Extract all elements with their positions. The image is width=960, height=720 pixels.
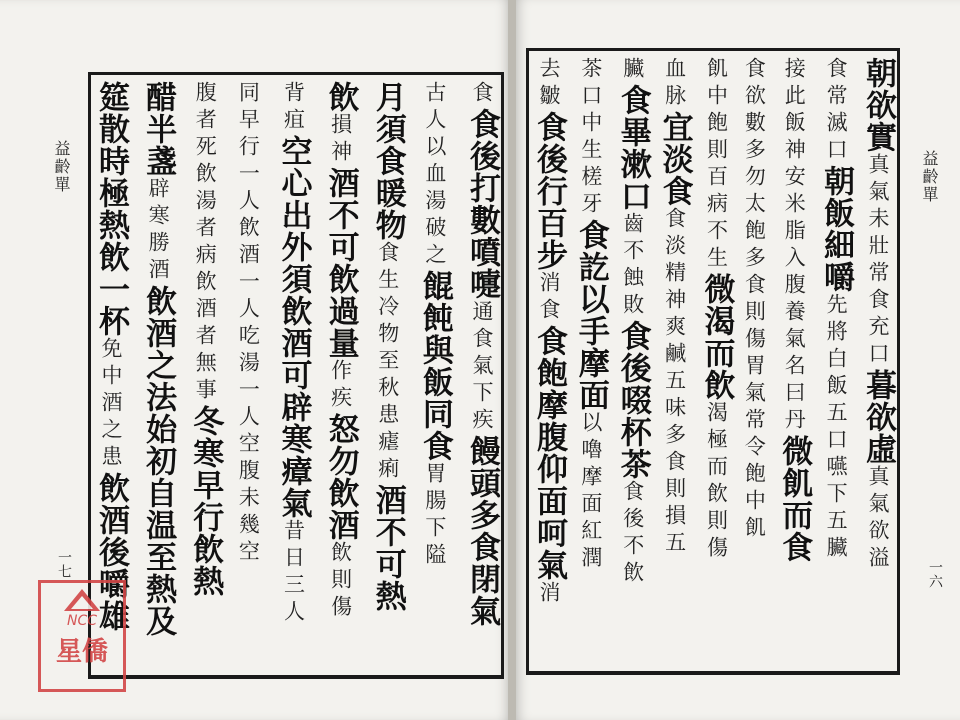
right-page-text-run: 朝飯細嚼	[818, 165, 855, 293]
right-page-text-run: 渴極而飲則傷	[704, 401, 729, 563]
right-page-text-run: 消食	[537, 271, 561, 325]
right-page-column	[531, 57, 567, 665]
right-text-columns	[531, 57, 896, 665]
right-page-text-run: 食常滅口	[824, 57, 849, 165]
left-page-text-run: 怒勿飲酒	[322, 413, 359, 541]
left-page-text-run: 醋半盞	[140, 81, 177, 177]
right-page-text-run: 食訖以手摩面	[572, 219, 609, 411]
right-page-column	[656, 57, 693, 665]
left-page-text-run: 空心出外須飲酒可辟寒瘴氣	[275, 135, 312, 519]
left-page-text-run: 冬寒早行飲熱	[187, 405, 224, 597]
right-text-frame	[526, 48, 900, 675]
left-page-text-run: 飲酒之法始初自温至熱及	[140, 285, 177, 637]
library-stamp	[38, 580, 126, 692]
running-title-left: 益齡單	[52, 140, 71, 194]
left-page-text-run: 酒不可熱	[369, 484, 406, 612]
right-page-text-run: 食飽摩腹仰面呵氣	[531, 325, 567, 581]
right-page-text-run: 真氣欲溢	[866, 465, 890, 573]
left-page-text-run: 食生冷物至秋患瘧痢	[375, 241, 400, 484]
folio-right: 一六	[927, 560, 943, 588]
left-page-text-run: 古人以血湯破之	[422, 81, 447, 270]
running-title-right: 益齡單	[920, 150, 939, 204]
left-page-text-run: 通食氣下疾	[470, 300, 494, 435]
left-page-text-run: 昔日三人	[281, 519, 306, 627]
stamp-roof-icon	[64, 589, 100, 611]
stamp-code: NCC	[66, 613, 98, 629]
left-page-column	[464, 81, 500, 669]
right-page-text-run: 飢中飽則百病不生	[704, 57, 729, 273]
left-page-column	[275, 81, 312, 669]
right-page-text-run: 臟	[620, 57, 645, 84]
left-page-text-run: 辟寒勝酒	[146, 177, 171, 285]
left-page-text-run: 背疽	[281, 81, 306, 135]
right-page-text-run: 暮欲虛	[860, 369, 896, 465]
left-page-text-run: 饅頭多食閉氣	[464, 435, 500, 627]
right-page-column	[572, 57, 609, 665]
right-page-text-run: 以嚕摩面紅潤	[578, 411, 603, 573]
left-page-text-run: 酒不可飲過量	[322, 167, 359, 359]
left-page-text-run: 月須食暖物	[369, 81, 406, 241]
book-gutter	[508, 0, 516, 720]
right-page-text-run: 茶口中生槎牙	[578, 57, 603, 219]
left-page-text-run: 食	[470, 81, 494, 108]
right-page-text-run: 宜淡食	[656, 111, 693, 207]
right-page-text-run: 食畢漱口	[614, 84, 651, 212]
left-page-column	[140, 81, 177, 669]
right-page-text-run: 食後行百步	[531, 111, 567, 271]
left-page-column	[187, 81, 224, 669]
left-page-text-run: 作疾	[328, 359, 353, 413]
left-page-text-run: 飲則傷	[328, 541, 353, 622]
right-page-text-run: 微渴而飲	[698, 273, 735, 401]
left-page-text-run: 同早行一人飲酒一人吃湯一人空腹未幾空	[236, 81, 261, 567]
right-page-column	[742, 57, 767, 665]
right-page-text-run: 先將白飯五口嚥下五臟	[824, 293, 849, 563]
right-page-text-run: 真氣未壯常食充口	[866, 153, 890, 369]
right-page-text-run: 微飢而食	[776, 435, 813, 563]
left-page-text-run: 食後打數噴嚏	[464, 108, 500, 300]
left-page-text-run: 筵散時極熱飲一杯	[93, 81, 129, 337]
right-page-column	[818, 57, 855, 665]
left-page-text-run: 餛飩與飯同食	[416, 270, 453, 462]
left-page-column	[322, 81, 359, 669]
folio-left: 一七	[56, 550, 72, 578]
left-page-text-run: 胃腸下隘	[422, 462, 447, 570]
right-page-text-run: 血脉	[662, 57, 687, 111]
right-page-column	[698, 57, 735, 665]
left-page-text-run: 腹者死飲湯者病飲酒者無事	[193, 81, 218, 405]
left-page-text-run: 免中酒之患	[99, 337, 123, 472]
right-page-text-run: 齒不蝕敗	[620, 212, 645, 320]
right-page-column	[860, 57, 896, 665]
left-page-column	[236, 81, 261, 669]
right-page-text-run: 食淡精神爽鹹五味多食則損五	[662, 207, 687, 558]
left-page-text-run: 損神	[328, 113, 353, 167]
stamp-name: 星僑	[55, 637, 108, 667]
left-text-columns	[93, 81, 500, 669]
right-page-text-run: 食後啜杯茶	[614, 320, 651, 480]
left-page-column	[369, 81, 406, 669]
right-page-column	[614, 57, 651, 665]
right-page-text-run: 去皺	[537, 57, 561, 111]
right-page-column	[776, 57, 813, 665]
right-page-text-run: 接此飯神安米脂入腹養氣名曰丹	[782, 57, 807, 435]
left-text-frame	[88, 72, 504, 679]
right-page-text-run: 消	[537, 581, 561, 608]
right-page-text-run: 食後不飲	[620, 480, 645, 588]
left-page-text-run: 飲	[322, 81, 359, 113]
left-page-text-run: 飲酒後嚼雄	[93, 472, 129, 632]
right-page-text-run: 食欲數多勿太飽多食則傷胃氣常令飽中飢	[742, 57, 767, 543]
left-page-column	[416, 81, 453, 669]
right-page-text-run: 朝欲實	[860, 57, 896, 153]
